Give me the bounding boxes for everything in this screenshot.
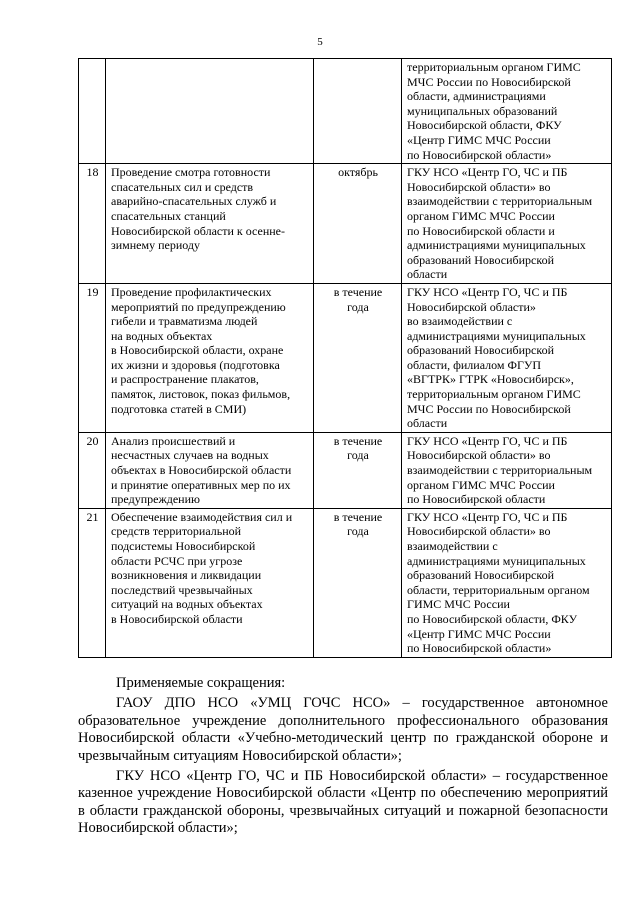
- abbreviations-section: [78, 675, 608, 838]
- abbreviation-item: ГАОУ ДПО НСО «УМЦ ГОЧС НСО» – государственное автономное образовательное учреждение дополнительного профессионального образования Новосибирской области «Учебно-методический центр по гражданской обороне и чрезвычайным ситуациям Новосибирской области»;: [78, 695, 608, 764]
- event-responsible: ГКУ НСО «Центр ГО, ЧС и ПБ Новосибирской области» во взаимодействии с территориальным органом ГИМС МЧС России по Новосибирской области и администрациями муниципальных образований Новосибирской области: [402, 164, 612, 284]
- abbreviation-item: ГКУ НСО «Центр ГО, ЧС и ПБ Новосибирской области» – государственное казенное учреждение Новосибирской области «Центр по обеспечению мероприятий в области гражданской обороны, чрезвычайных ситуаций и пожарной безопасности Новосибирской области»;: [78, 768, 608, 837]
- event-responsible: ГКУ НСО «Центр ГО, ЧС и ПБ Новосибирской области» во взаимодействии с администрациями муниципальных образований Новосибирской области, территориальным органом ГИМС МЧС России по Новосибирской области, ФКУ «Центр ГИМС МЧС России по Новосибирской области»: [402, 508, 612, 657]
- row-number: 21: [79, 508, 106, 657]
- page-number: 5: [317, 36, 323, 48]
- events-table: [78, 58, 612, 658]
- table-row: [79, 508, 612, 657]
- event-responsible: ГКУ НСО «Центр ГО, ЧС и ПБ Новосибирской области» во взаимодействии с территориальным органом ГИМС МЧС России по Новосибирской области: [402, 432, 612, 508]
- event-description: [106, 59, 314, 164]
- event-description: Проведение смотра готовности спасательных сил и средств аварийно-спасательных служб и спасательных станций Новосибирской области к осенне- зимнему периоду: [106, 164, 314, 284]
- table-row: [79, 59, 612, 164]
- table-row: [79, 164, 612, 284]
- table-row: [79, 432, 612, 508]
- row-number: [79, 59, 106, 164]
- event-term: октябрь: [314, 164, 402, 284]
- event-description: Анализ происшествий и несчастных случаев на водных объектах в Новосибирской области и принятие оперативных мер по их предупреждению: [106, 432, 314, 508]
- event-term: [314, 59, 402, 164]
- event-term: в течение года: [314, 508, 402, 657]
- table-row: [79, 283, 612, 432]
- event-term: в течение года: [314, 432, 402, 508]
- row-number: 19: [79, 283, 106, 432]
- event-responsible: территориальным органом ГИМС МЧС России по Новосибирской области, администрациями муниципальных образований Новосибирской области, ФКУ «Центр ГИМС МЧС России по Новосибирской области»: [402, 59, 612, 164]
- abbreviations-heading: Применяемые сокращения:: [116, 675, 286, 691]
- event-responsible: ГКУ НСО «Центр ГО, ЧС и ПБ Новосибирской области» во взаимодействии с администрациями муниципальных образований Новосибирской области, филиалом ФГУП «ВГТРК» ГТРК «Новосибирск», территориальным органом ГИМС МЧС России по Новосибирской области: [402, 283, 612, 432]
- row-number: 20: [79, 432, 106, 508]
- event-term: в течение года: [314, 283, 402, 432]
- event-description: Проведение профилактических мероприятий по предупреждению гибели и травматизма людей на водных объектах в Новосибирской области, охране их жизни и здоровья (подготовка и распространение плакатов, памяток, листовок, показ фильмов, подготовка статей в СМИ): [106, 283, 314, 432]
- row-number: 18: [79, 164, 106, 284]
- event-description: Обеспечение взаимодействия сил и средств территориальной подсистемы Новосибирской области РСЧС при угрозе возникновения и ликвидации последствий чрезвычайных ситуаций на водных объектах в Новосибирской области: [106, 508, 314, 657]
